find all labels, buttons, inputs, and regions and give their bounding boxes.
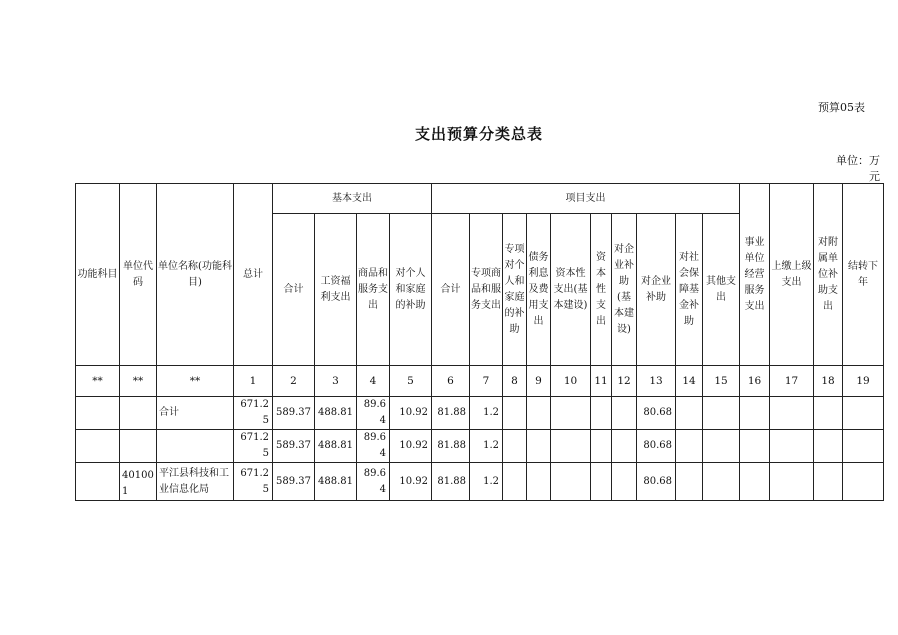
table-cell [591,397,612,430]
table-row [76,463,884,501]
table-cell [591,430,612,463]
table-cell [814,397,843,430]
table-row [76,430,884,463]
header-unit-code: 单位代码 [120,184,157,366]
header-basic-goods-services: 商品和服务支出 [357,214,390,366]
header-func-subject: 功能科目 [76,184,120,366]
table-cell [740,463,770,501]
index-cell: 14 [676,366,703,397]
table-cell [612,463,637,501]
index-cell: 17 [770,366,814,397]
table-cell: 80.68 [637,463,676,501]
table-cell [503,463,527,501]
header-total: 总计 [234,184,273,366]
table-cell [770,397,814,430]
index-cell: 18 [814,366,843,397]
table-cell: 89.64 [357,397,390,430]
header-basic-household-subsidy: 对个人和家庭的补助 [390,214,432,366]
index-cell: 19 [843,366,884,397]
header-project-total: 合计 [432,214,470,366]
header-project-enterprise-construction: 对企业补助(基本建设) [612,214,637,366]
table-cell [843,430,884,463]
index-cell: ** [157,366,234,397]
table-cell [591,463,612,501]
header-remit-superior: 上缴上级支出 [770,184,814,366]
table-cell: 80.68 [637,397,676,430]
header-project-enterprise-subsidy: 对企业补助 [637,214,676,366]
index-row [76,366,884,397]
table-cell [76,430,120,463]
table-cell: 10.92 [390,430,432,463]
index-cell: 2 [273,366,315,397]
table-cell: 合计 [157,397,234,430]
header-basic-expenditure: 基本支出 [273,184,432,214]
index-cell: 16 [740,366,770,397]
table-cell: 589.37 [273,463,315,501]
table-cell: 589.37 [273,397,315,430]
table-cell [676,397,703,430]
table-cell [120,397,157,430]
index-cell: 5 [390,366,432,397]
unit-name-cell: 平江县科技和工业信息化局 [157,463,234,501]
page-title: 支出预算分类总表 [414,125,543,143]
header-project-household-subsidy: 专项对个人和家庭的补助 [503,214,527,366]
unit-code-cell: 401001 [120,463,157,501]
table-cell: 488.81 [315,463,357,501]
table-cell [527,397,551,430]
table-cell [157,430,234,463]
header-subsidy-affiliates: 对附属单位补助支出 [814,184,843,366]
header-project-debt-interest: 债务利息及费用支出 [527,214,551,366]
header-project-capital-construction: 资本性支出(基本建设) [551,214,591,366]
index-cell: 7 [470,366,503,397]
table-cell [703,430,740,463]
table-cell [551,463,591,501]
header-project-other: 其他支出 [703,214,740,366]
table-cell: 488.81 [315,397,357,430]
budget-table [75,183,884,501]
index-cell: 8 [503,366,527,397]
table-cell [740,430,770,463]
index-cell: 3 [315,366,357,397]
table-cell [120,430,157,463]
table-cell [527,430,551,463]
header-carry-forward: 结转下年 [843,184,884,366]
table-cell [740,397,770,430]
table-cell [76,397,120,430]
index-cell: 12 [612,366,637,397]
table-cell [503,430,527,463]
table-cell [503,397,527,430]
table-cell: 589.37 [273,430,315,463]
table-cell: 671.25 [234,463,273,501]
table-cell: 81.88 [432,430,470,463]
header-basic-wages: 工资福利支出 [315,214,357,366]
table-cell: 89.64 [357,463,390,501]
index-cell: 15 [703,366,740,397]
table-cell [770,463,814,501]
table-cell [612,430,637,463]
table-cell: 1.2 [470,397,503,430]
table-cell [612,397,637,430]
table-cell: 1.2 [470,463,503,501]
table-cell: 81.88 [432,397,470,430]
index-cell: 13 [637,366,676,397]
table-cell [770,430,814,463]
table-cell [703,463,740,501]
table-cell: 89.64 [357,430,390,463]
header-basic-total: 合计 [273,214,315,366]
form-number: 预算05表 [818,101,865,114]
index-cell: 6 [432,366,470,397]
header-project-capital: 资本性支出 [591,214,612,366]
index-cell: ** [76,366,120,397]
header-business-operation: 事业单位经营服务支出 [740,184,770,366]
table-cell [703,397,740,430]
table-cell: 10.92 [390,463,432,501]
header-unit-name: 单位名称(功能科目) [157,184,234,366]
table-cell: 80.68 [637,430,676,463]
table-row-total [76,397,884,430]
table-cell [676,430,703,463]
index-cell: 11 [591,366,612,397]
index-cell: ** [120,366,157,397]
index-cell: 10 [551,366,591,397]
table-cell [551,397,591,430]
unit-label: 单位：万元 [836,154,880,183]
index-cell: 4 [357,366,390,397]
table-cell: 671.25 [234,397,273,430]
index-cell: 9 [527,366,551,397]
header-project-expenditure: 项目支出 [432,184,740,214]
table-cell: 1.2 [470,430,503,463]
table-cell [843,397,884,430]
table-cell [76,463,120,501]
table-cell: 10.92 [390,397,432,430]
header-project-goods-services: 专项商品和服务支出 [470,214,503,366]
header-project-social-security: 对社会保障基金补助 [676,214,703,366]
table-cell [814,463,843,501]
table-cell: 81.88 [432,463,470,501]
table-cell [551,430,591,463]
index-cell: 1 [234,366,273,397]
table-cell [843,463,884,501]
table-cell [676,463,703,501]
table-cell [814,430,843,463]
table-cell [527,463,551,501]
table-cell: 488.81 [315,430,357,463]
table-cell: 671.25 [234,430,273,463]
